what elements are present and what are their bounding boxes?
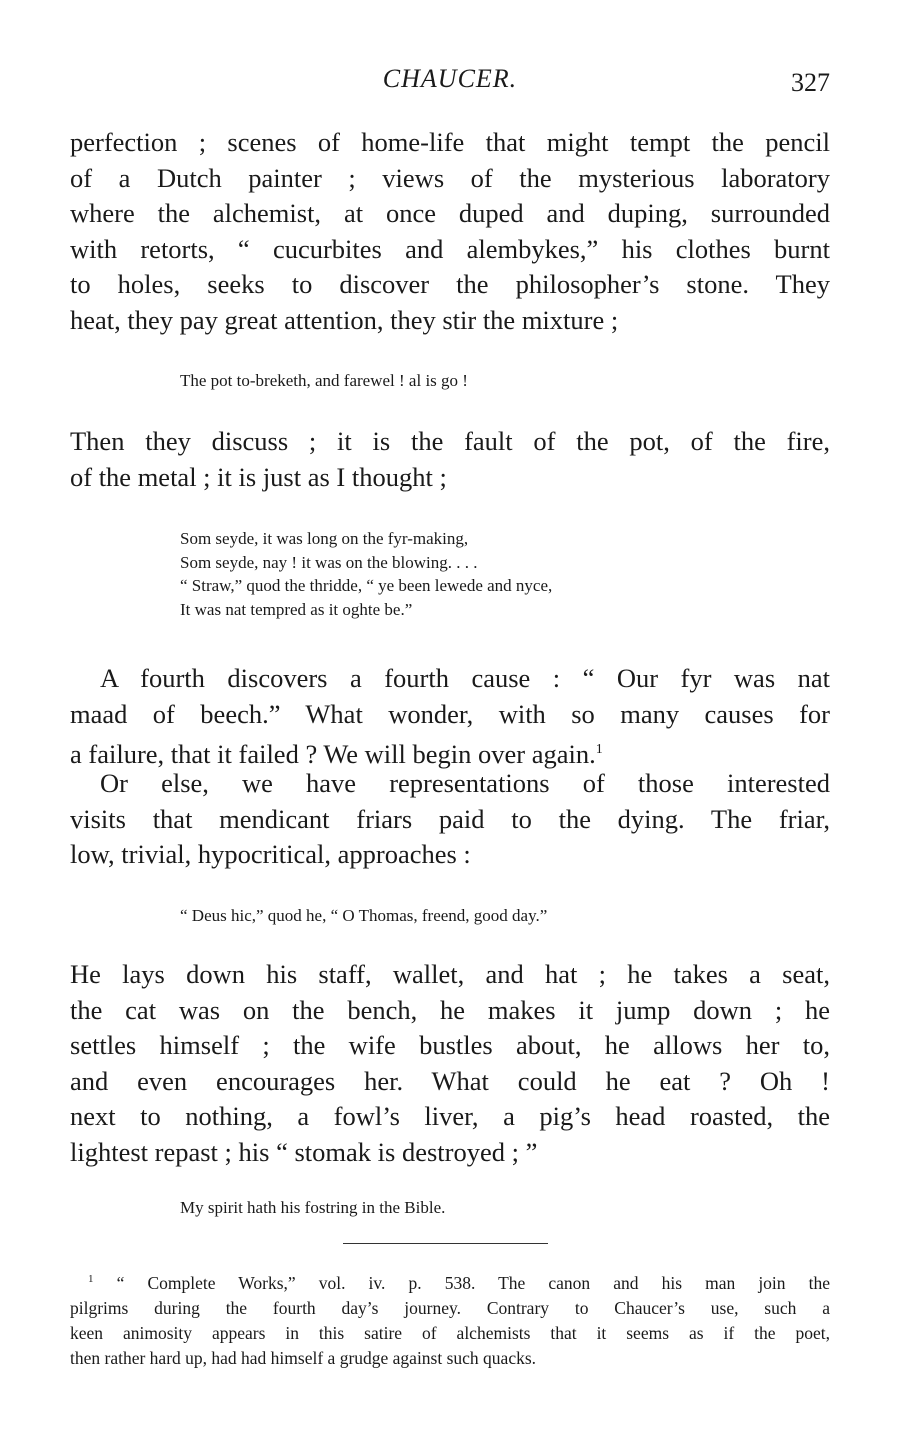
text-line: and even encourages her. What could he eat ? Oh ! (70, 1065, 830, 1096)
text-line: Or else, we have representations of those interested (100, 768, 830, 798)
text-line: A fourth discovers a fourth cause : “ Our fyr was nat (100, 663, 830, 693)
text-line: low, trivial, hypocritical, approaches : (70, 839, 471, 870)
paragraph-discuss (70, 424, 830, 495)
text-line: visits that mendicant friars paid to the dying. The friar, (70, 803, 830, 834)
verse-line: “ Deus hic,” quod he, “ O Thomas, freend, good day.” (180, 906, 548, 925)
text-line: lightest repast ; his “ stomak is destroyed ; ” (70, 1136, 538, 1167)
footnote-divider (343, 1243, 548, 1244)
footnote-line: pilgrims during the fourth day’s journey. Contrary to Chaucer’s use, such a (70, 1297, 830, 1318)
text-line: of the metal ; it is just as I thought ; (70, 461, 447, 492)
paragraph-friar-visit (70, 957, 830, 1171)
text-line: maad of beech.” What wonder, with so many causes for (70, 698, 830, 729)
page-number: 327 (791, 68, 830, 97)
text-line: Then they discuss ; it is the fault of the pot, of the fire, (70, 426, 830, 456)
running-head (0, 64, 900, 104)
text-line: perfection ; scenes of home-life that might tempt the pencil (70, 127, 830, 157)
text-line: next to nothing, a fowl’s liver, a pig’s head roasted, the (70, 1101, 830, 1132)
footnote-line: then rather hard up, had had himself a grudge against such quacks. (70, 1347, 537, 1368)
verse-line: It was nat tempred as it oghte be.” (180, 599, 413, 619)
text-line: heat, they pay great attention, they stir the mixture ; (70, 304, 619, 335)
text-line-content: a failure, that it failed ? We will begin over again. (70, 739, 596, 770)
verse-line: My spirit hath his fostring in the Bible. (180, 1198, 446, 1217)
text-line: of a Dutch painter ; views of the mysterious laboratory (70, 162, 830, 193)
quotation-deus-hic (180, 904, 800, 928)
verse-line: The pot to-breketh, and farewel ! al is go ! (180, 371, 468, 390)
text-line: with retorts, “ cucurbites and alembykes,” his clothes burnt (70, 233, 830, 264)
running-title: CHAUCER. (382, 64, 518, 93)
footnote-marker: 1 (88, 1273, 94, 1285)
verse-line: “ Straw,” quod the thridde, “ ye been lewede and nyce, (180, 576, 553, 595)
paragraph-friars (70, 766, 830, 873)
quotation-pot (180, 369, 800, 393)
footnote-line: keen animosity appears in this satire of alchemists that it seems as if the poet, (70, 1322, 830, 1343)
paragraph-fourth-cause (70, 661, 830, 773)
text-line: He lays down his staff, wallet, and hat ; he takes a seat, (70, 959, 830, 989)
footnote-line (70, 1267, 830, 1296)
quotation-bible (180, 1196, 800, 1220)
text-line: settles himself ; the wife bustles about, he allows her to, (70, 1030, 830, 1061)
paragraph-alchemist (70, 125, 830, 339)
verse-line: Som seyde, nay ! it was on the blowing. . . . (180, 552, 478, 572)
verse-line: Som seyde, it was long on the fyr-making, (180, 529, 469, 548)
footnote-line-text: “ Complete Works,” vol. iv. p. 538. The canon and his man join the (116, 1272, 831, 1293)
footnote-reference: 1 (595, 742, 603, 758)
verse-block-fyr (180, 527, 800, 621)
text-line: where the alchemist, at once duped and duping, surrounded (70, 198, 830, 229)
text-line: to holes, seeks to discover the philosopher’s stone. They (70, 269, 830, 300)
footnote (70, 1267, 830, 1371)
text-line: the cat was on the bench, he makes it jump down ; he (70, 994, 830, 1025)
